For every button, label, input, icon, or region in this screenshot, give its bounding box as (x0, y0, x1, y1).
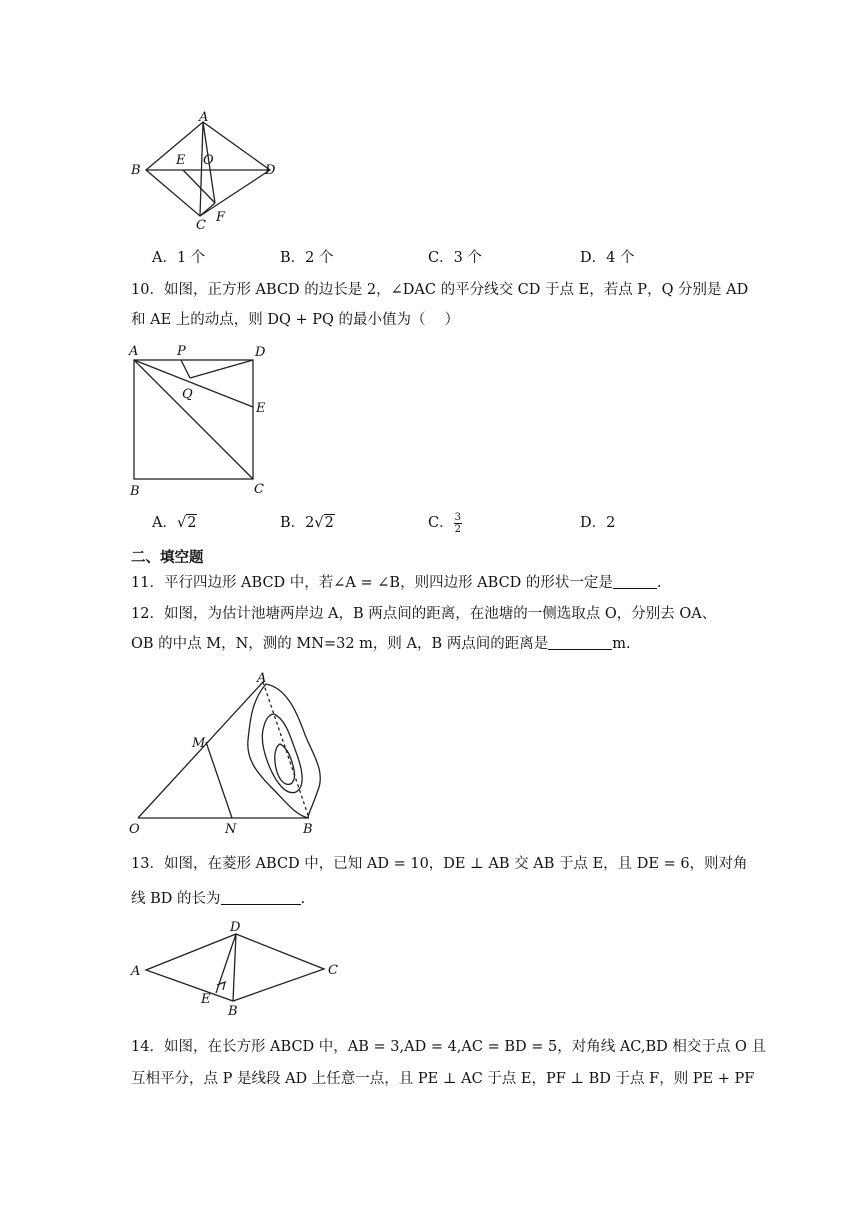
q10-label-e: E (256, 401, 266, 416)
section-fill-in-title: 二、填空题 (131, 550, 204, 566)
q9-option-d: D．4 个 (580, 250, 635, 266)
q14-line-2: 互相平分，点 P 是线段 AD 上任意一点，且 PE ⊥ AC 于点 E，PF ⊥ BD 于点 F，则 PE + PF (131, 1071, 755, 1087)
q9-label-a: A (199, 110, 209, 125)
q12-line-2: OB 的中点 M，N，测的 MN=32 m，则 A，B 两点间的距离是 m. (131, 636, 631, 652)
q9-options (152, 246, 712, 268)
q10-option-b: B．2√2 (280, 515, 334, 531)
q13-label-b: B (228, 1004, 238, 1019)
q13-figure (126, 916, 356, 1019)
q14-line-1: 14．如图，在长方形 ABCD 中，AB = 3,AD = 4,AC = BD = 5，对角线 AC,BD 相交于点 O 且 (131, 1039, 766, 1055)
q10-label-q: Q (182, 387, 193, 402)
q12-label-b: B (303, 822, 313, 837)
q10-option-c: C． $\frac{3}{2}$ (428, 511, 461, 535)
q12-label-o: O (129, 822, 140, 837)
q13-line-1: 13．如图，在菱形 ABCD 中，已知 AD = 10，DE ⊥ AB 交 AB 于点 E，且 DE = 6，则对角 (131, 856, 748, 872)
q9-figure (128, 110, 288, 235)
q10-label-p: P (177, 344, 186, 359)
q12-label-n: N (225, 822, 237, 837)
q13-label-e: E (201, 992, 211, 1007)
q12-label-m: M (192, 736, 206, 751)
q10-options (152, 511, 712, 533)
q9-label-c: C (196, 218, 206, 233)
q11-text: 11．平行四边形 ABCD 中，若∠A = ∠B，则四边形 ABCD 的形状一定是 . (131, 575, 662, 591)
q10-line-2: 和 AE 上的动点，则 DQ + PQ 的最小值为（ ） (131, 312, 460, 328)
q10-label-b: B (130, 484, 140, 499)
q12-line-1: 12．如图，为估计池塘两岸边 A，B 两点间的距离，在池塘的一侧选取点 O，分别去 OA、 (131, 606, 717, 622)
q10-figure (126, 340, 274, 500)
q12-answer-blank[interactable] (548, 635, 612, 650)
q13-line-2: 线 BD 的长为 . (131, 891, 306, 907)
q9-label-f: F (216, 210, 226, 225)
q10-option-a: A．√2 (152, 515, 197, 531)
q12-figure (126, 670, 336, 840)
q13-label-c: C (328, 963, 338, 978)
q9-label-b: B (131, 163, 141, 178)
q13-label-a: A (131, 964, 141, 979)
q9-label-e: E (176, 153, 186, 168)
q9-label-o: O (203, 153, 214, 168)
q11-answer-blank[interactable] (613, 574, 657, 589)
q9-option-a: A．1 个 (152, 250, 206, 266)
q13-answer-blank[interactable] (221, 890, 301, 905)
q10-label-a: A (129, 344, 139, 359)
q10-option-d: D．2 (580, 515, 616, 531)
q13-label-d: D (230, 920, 241, 935)
q10-label-d: D (255, 345, 266, 360)
q9-label-d: D (265, 163, 276, 178)
q10-label-c: C (254, 482, 264, 497)
q9-option-b: B．2 个 (280, 250, 334, 266)
q10-line-1: 10．如图，正方形 ABCD 的边长是 2，∠DAC 的平分线交 CD 于点 E，若点 P，Q 分别是 AD (131, 282, 749, 298)
q12-label-a: A (257, 671, 267, 686)
q9-option-c: C．3 个 (428, 250, 482, 266)
